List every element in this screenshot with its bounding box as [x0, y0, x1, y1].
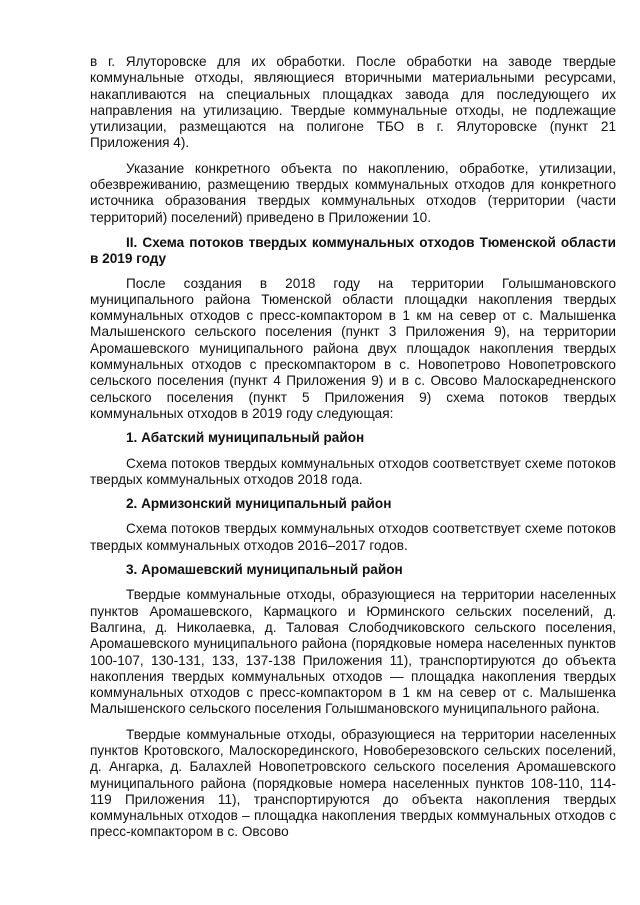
- paragraph-aromashevsky-2: Твердые коммунальные отходы, образующиеся на территории населенных пунктов Кротовского, Малоскорединского, Новоберезовского сельских поселений, д. Ангарка, д. Балахлей Новопетровского сельского поселения Аромашевского муниципального района (порядковые номера населенных пунктов 108-110, 114-119 Приложения 11), транспортируются до объекта накопления твердых коммунальных отходов – площадка накопления твердых коммунальных отходов с пресс-компактором в с. Овсово: [90, 726, 616, 840]
- paragraph-appendix-reference: Указание конкретного объекта по накоплению, обработке, утилизации, обезвреживанию, размещению твердых коммунальных отходов для конкретного источника образования твердых коммунальных отходов (территории (части территорий) поселений) приведено в Приложении 10.: [90, 160, 616, 225]
- paragraph-abatsky: Схема потоков твердых коммунальных отходов соответствует схеме потоков твердых коммунальных отходов 2018 года.: [90, 455, 616, 487]
- heading-aromashevsky-district: 3. Аромашевский муниципальный район: [126, 562, 403, 578]
- heading-abatsky-district: 1. Абатский муниципальный район: [126, 430, 365, 446]
- heading-armizonsky-district: 2. Армизонский муниципальный район: [126, 496, 392, 512]
- paragraph-intro-continuation: в г. Ялуторовске для их обработки. После обработки на заводе твердые коммунальные отходы, являющиеся вторичными материальными ресурсами, накапливаются на специальных площадках завода для последующего их направления на утилизацию. Твердые коммунальные отходы, не подлежащие утилизации, размещаются на полигоне ТБО в г. Ялуторовске (пункт 21 Приложения 4).: [90, 54, 616, 151]
- paragraph-armizonsky: Схема потоков твердых коммунальных отходов соответствует схеме потоков твердых коммунальных отходов 2016–2017 годов.: [90, 521, 616, 553]
- section-heading: II. Схема потоков твердых коммунальных отходов Тюменской области в 2019 году: [90, 234, 616, 267]
- paragraph-aromashevsky-1: Твердые коммунальные отходы, образующиеся на территории населенных пунктов Аромашевского, Кармацкого и Юрминского сельских поселений, д. Валгина, д. Николаевка, д. Таловая Слободчиковского сельского поселения, Аромашевского муниципального района (порядковые номера населенных пунктов 100-107, 130-131, 133, 137-138 Приложения 11), транспортируются до объекта накопления твердых коммунальных отходов — площадка накопления твердых коммунальных отходов с пресс-компактором в 1 км на север от с. Малышенка Малышенского сельского поселения Голышмановского муниципального района.: [90, 587, 616, 717]
- paragraph-scheme-intro: После создания в 2018 году на территории Голышмановского муниципального района Тюменской области площадки накопления твердых коммунальных отходов с пресс-компактором в 1 км на север от с. Малышенка Малышенского сельского поселения (пункт 3 Приложения 9), на территории Аромашевского муниципального района двух площадок накопления твердых коммунальных отходов с прескомпактором в с. Новопетрово Новопетровского сельского поселения (пункт 4 Приложения 9) и в с. Овсово Малоскаредненского сельского поселения (пункт 5 Приложения 9) схема потоков твердых коммунальных отходов в 2019 году следующая:: [90, 275, 616, 421]
